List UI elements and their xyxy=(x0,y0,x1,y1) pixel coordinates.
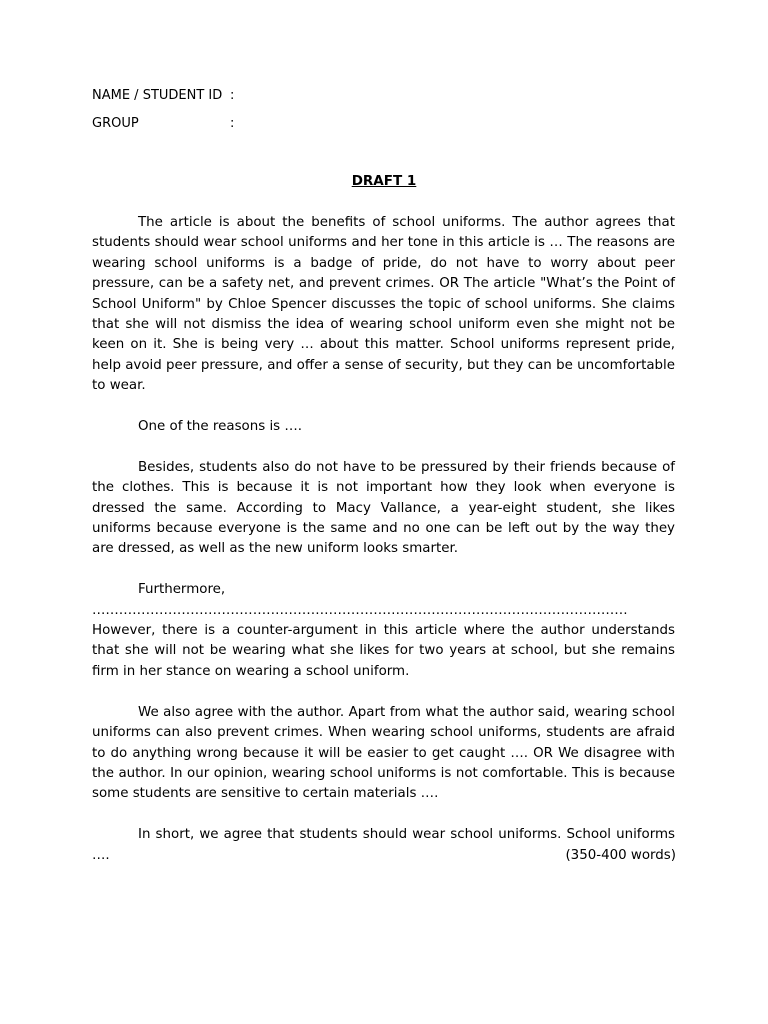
group-colon: : xyxy=(230,116,235,131)
name-student-id-label: NAME / STUDENT ID xyxy=(92,88,223,103)
group-label: GROUP xyxy=(92,116,139,131)
group-field xyxy=(92,116,235,132)
paragraph-conclusion: In short, we agree that students should wear school uniforms. School uniforms …. xyxy=(92,827,675,863)
paragraph-furthermore: Furthermore, ………………………………………………………………………………………………………… However, there is a counter-argument in this article where the author understands that she will not be wearing what she likes for two years at school, but she remains firm in her stance on wearing a school uniform. xyxy=(92,582,675,679)
name-colon: : xyxy=(230,88,235,103)
essay-body xyxy=(92,213,675,886)
paragraph-introduction: The article is about the benefits of school uniforms. The author agrees that students should wear school uniforms and her tone in this article is … The reasons are wearing school uniforms is a badge of pride, do not have to worry about peer pressure, can be a safety net, and prevent crimes. OR The article "What’s the Point of School Uniform" by Chloe Spencer discusses the topic of school uniforms. She claims that she will not dismiss the idea of wearing school uniform even she might not be keen on it. She is being very … about this matter. School uniforms represent pride, help avoid peer pressure, and offer a sense of security, but they can be uncomfortable to wear. xyxy=(92,215,675,394)
paragraph-besides: Besides, students also do not have to be pressured by their friends because of the clothes. This is because it is not important how they look when everyone is dressed the same. According to Macy Vallance, a year-eight student, she likes uniforms because everyone is the same and no one can be left out by the way they are dressed, as well as the new uniform looks smarter. xyxy=(92,459,675,557)
paragraph-reasons: One of the reasons is …. xyxy=(138,419,303,435)
word-count-note: (350-400 words) xyxy=(565,848,676,863)
page-title: DRAFT 1 xyxy=(351,173,417,189)
name-student-id-field xyxy=(92,88,235,104)
paragraph-opinion: We also agree with the author. Apart from what the author said, wearing school uniforms can also prevent crimes. When wearing school uniforms, students are afraid to do anything wrong because it will be easier to get caught …. OR We disagree with the author. In our opinion, wearing school uniforms is not comfortable. This is because some students are sensitive to certain materials …. xyxy=(92,704,675,802)
